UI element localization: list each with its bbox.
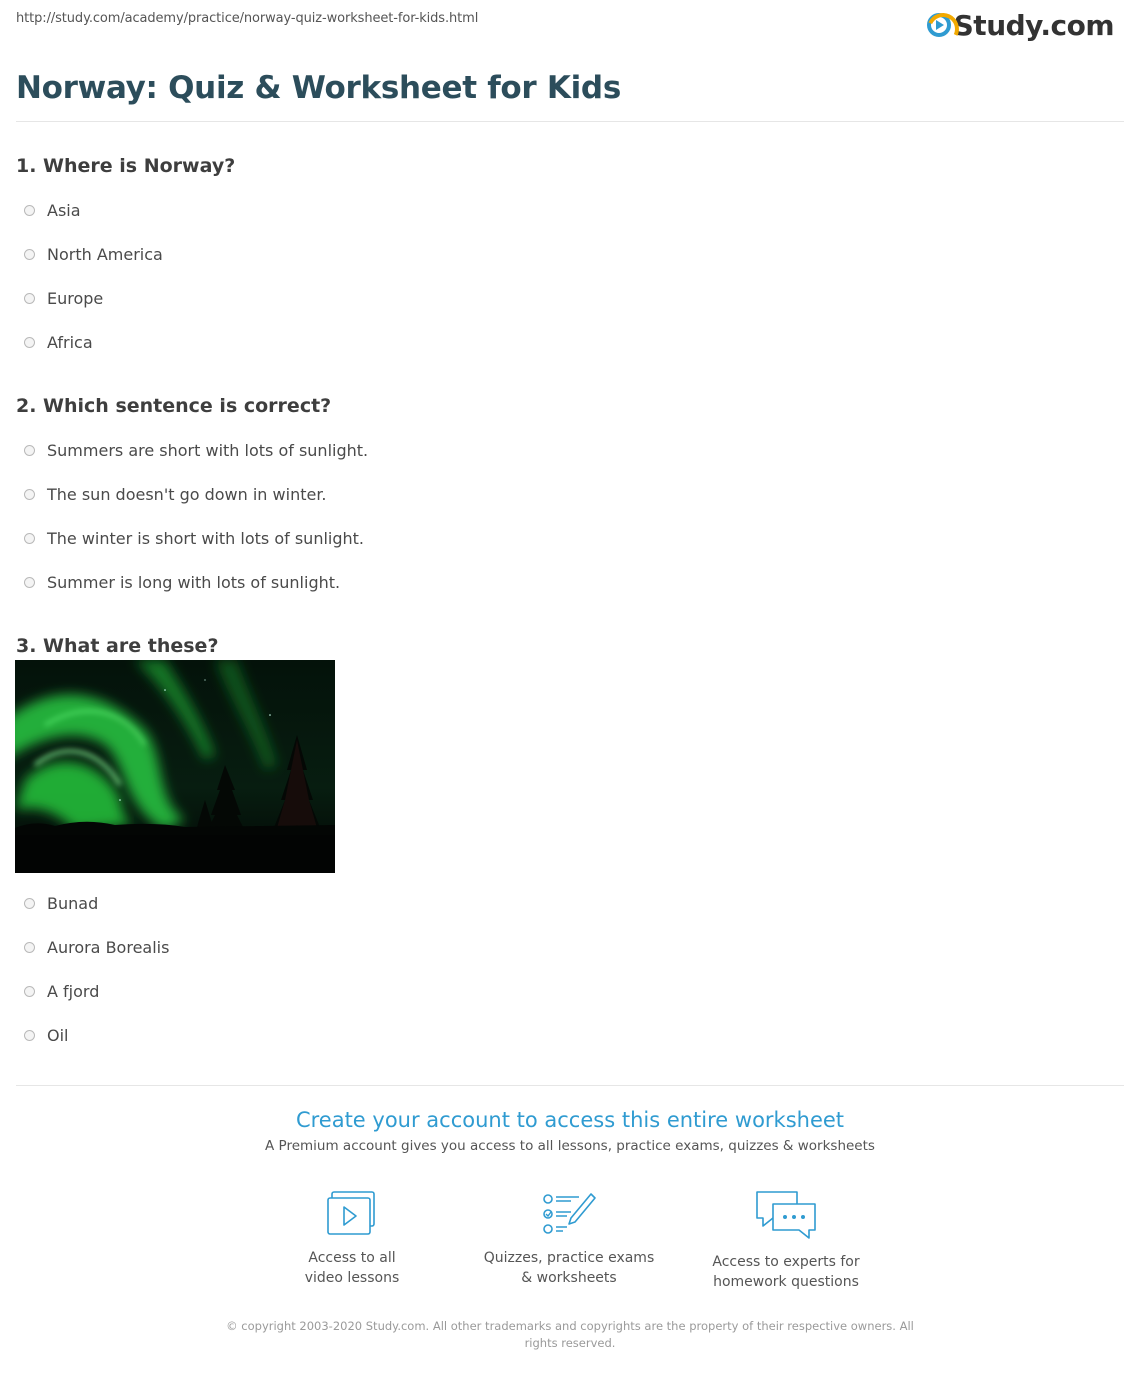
feature-line-2: video lessons bbox=[304, 1270, 400, 1286]
radio-button[interactable] bbox=[24, 942, 35, 953]
feature-line-2: homework questions bbox=[713, 1274, 859, 1290]
video-lessons-icon bbox=[326, 1190, 378, 1238]
page-title: Norway: Quiz & Worksheet for Kids bbox=[16, 70, 621, 106]
feature-video-lessons bbox=[252, 1190, 452, 1288]
option-label: Asia bbox=[47, 200, 81, 220]
feature-quizzes bbox=[469, 1190, 669, 1288]
chat-bubbles-icon bbox=[753, 1190, 819, 1242]
feature-line-1: Access to experts for bbox=[712, 1254, 860, 1270]
copyright-notice: © copyright 2003-2020 Study.com. All other trademarks and copyrights are the property of their respective owners. All rights reserved. bbox=[226, 1319, 914, 1350]
option-label: Bunad bbox=[47, 893, 99, 913]
radio-button[interactable] bbox=[24, 249, 35, 260]
radio-button[interactable] bbox=[24, 1030, 35, 1041]
feature-line-1: Access to all bbox=[308, 1250, 396, 1266]
question-1-option-4[interactable] bbox=[24, 331, 93, 353]
option-label: Aurora Borealis bbox=[47, 937, 170, 957]
option-label: The sun doesn't go down in winter. bbox=[47, 484, 327, 504]
option-label: Summers are short with lots of sunlight. bbox=[47, 440, 369, 460]
question-2-option-4[interactable] bbox=[24, 571, 340, 593]
question-1: 1. Where is Norway? bbox=[16, 155, 236, 177]
option-label: The winter is short with lots of sunlight. bbox=[47, 528, 364, 548]
logo-text: Study.com bbox=[953, 8, 1114, 42]
radio-button[interactable] bbox=[24, 898, 35, 909]
create-account-link[interactable]: Create your account to access this entire worksheet bbox=[295, 1108, 845, 1132]
option-label: Summer is long with lots of sunlight. bbox=[47, 572, 341, 592]
feature-line-2: & worksheets bbox=[521, 1270, 617, 1286]
feature-line-1: Quizzes, practice exams bbox=[483, 1250, 655, 1266]
play-logo-icon bbox=[927, 13, 951, 37]
radio-button[interactable] bbox=[24, 205, 35, 216]
question-1-option-1[interactable] bbox=[24, 199, 81, 221]
radio-button[interactable] bbox=[24, 445, 35, 456]
divider bbox=[16, 121, 1124, 122]
question-2-option-2[interactable] bbox=[24, 483, 327, 505]
question-1-option-2[interactable] bbox=[24, 243, 163, 265]
divider bbox=[16, 1085, 1124, 1086]
radio-button[interactable] bbox=[24, 533, 35, 544]
option-label: Oil bbox=[47, 1025, 69, 1045]
question-2-option-3[interactable] bbox=[24, 527, 364, 549]
question-3-option-4[interactable] bbox=[24, 1024, 68, 1046]
question-3-option-3[interactable] bbox=[24, 980, 99, 1002]
radio-button[interactable] bbox=[24, 577, 35, 588]
radio-button[interactable] bbox=[24, 489, 35, 500]
question-1-option-3[interactable] bbox=[24, 287, 103, 309]
option-label: A fjord bbox=[47, 981, 100, 1001]
question-2: 2. Which sentence is correct? bbox=[16, 395, 332, 417]
aurora-photo bbox=[15, 660, 335, 873]
promo-subtitle: A Premium account gives you access to all lessons, practice exams, quizzes & worksheets bbox=[265, 1138, 875, 1154]
feature-experts bbox=[686, 1190, 886, 1292]
option-label: North America bbox=[47, 244, 163, 264]
radio-button[interactable] bbox=[24, 986, 35, 997]
question-3-option-2[interactable] bbox=[24, 936, 169, 958]
option-label: Europe bbox=[47, 288, 104, 308]
radio-button[interactable] bbox=[24, 337, 35, 348]
radio-button[interactable] bbox=[24, 293, 35, 304]
question-2-option-1[interactable] bbox=[24, 439, 368, 461]
study-com-logo[interactable] bbox=[927, 6, 1114, 44]
page-url: http://study.com/academy/practice/norway-quiz-worksheet-for-kids.html bbox=[16, 11, 479, 26]
question-3: 3. What are these? bbox=[16, 635, 219, 657]
question-3-option-1[interactable] bbox=[24, 892, 98, 914]
quiz-checklist-icon bbox=[541, 1190, 597, 1238]
option-label: Africa bbox=[47, 332, 93, 352]
